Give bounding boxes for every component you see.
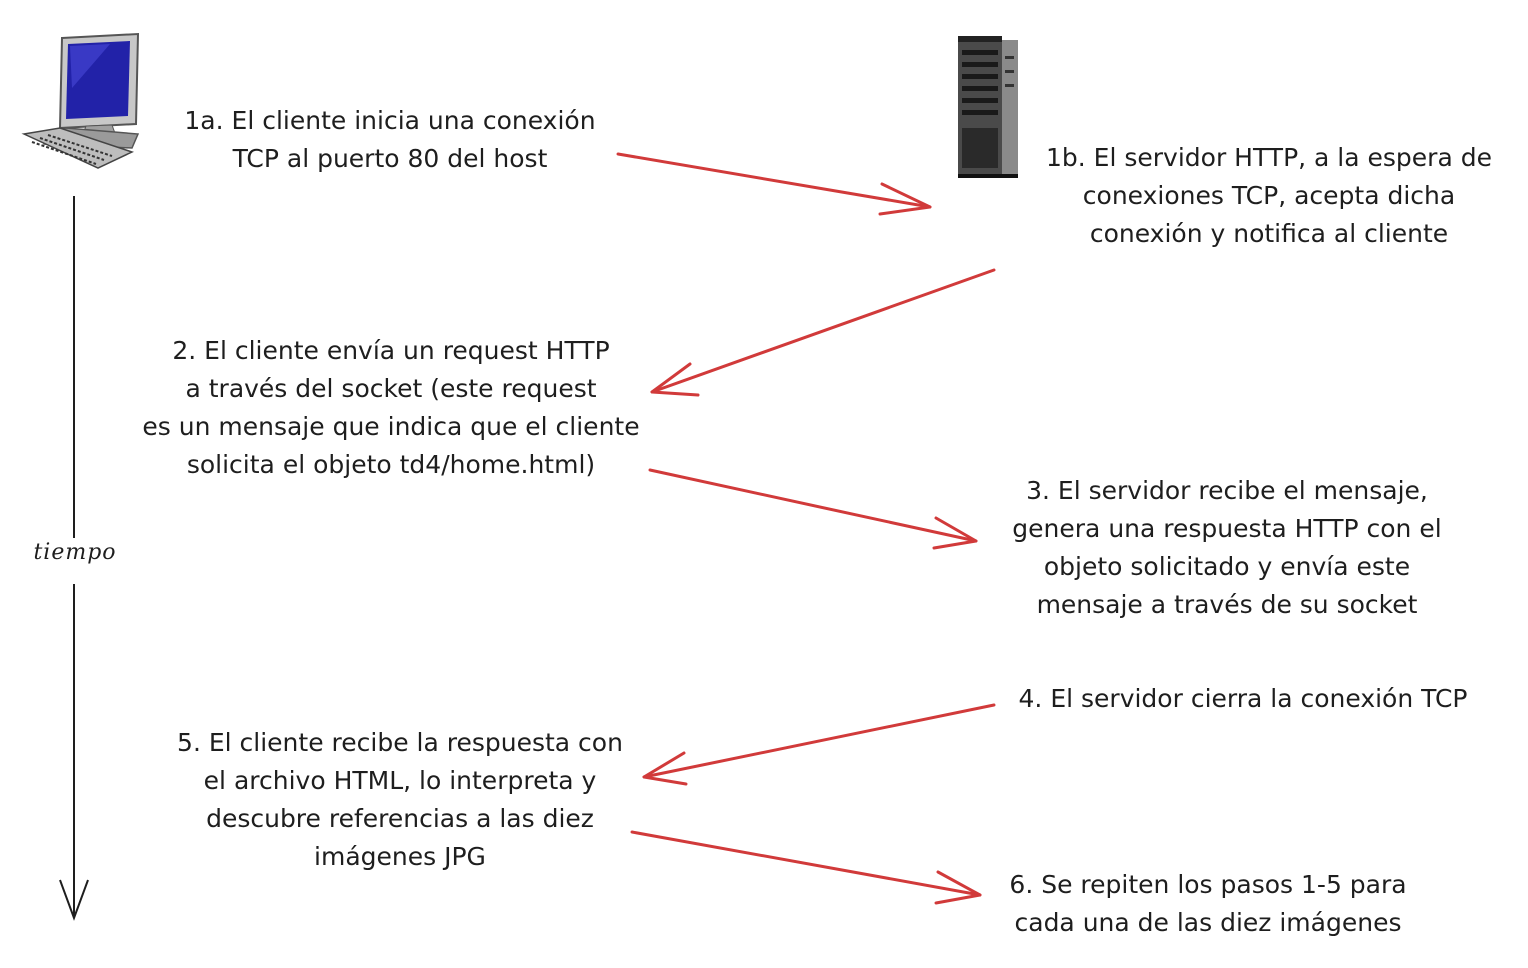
step-3-text: 3. El servidor recibe el mensaje, genera una respuesta HTTP con el objeto solicitado y envía este mensaje a través de su socket xyxy=(1012,476,1442,619)
step-6-text: 6. Se repiten los pasos 1-5 para cada una de las diez imágenes xyxy=(1009,870,1407,937)
arrow-step-1b-to-2 xyxy=(652,270,994,395)
server-tower-icon xyxy=(958,36,1018,178)
arrow-step-5-to-6 xyxy=(632,832,980,903)
step-2-text: 2. El cliente envía un request HTTP a través del socket (este request es un mensaje que indica que el cliente solicita el objeto td4/home.html) xyxy=(142,336,640,479)
arrow-step-4-to-5 xyxy=(644,705,994,784)
step-4-text: 4. El servidor cierra la conexión TCP xyxy=(1018,684,1468,713)
timeline-label: tiempo xyxy=(28,540,122,565)
arrow-step-1a-to-1b xyxy=(618,154,930,214)
step-5-text: 5. El cliente recibe la respuesta con el archivo HTML, lo interpreta y descubre referencias a las diez imágenes JPG xyxy=(177,728,623,871)
step-1a-text: 1a. El cliente inicia una conexión TCP al puerto 80 del host xyxy=(184,106,596,173)
arrow-step-2-to-3 xyxy=(650,470,976,548)
step-1b-text: 1b. El servidor HTTP, a la espera de conexiones TCP, acepta dicha conexión y notifica al cliente xyxy=(1046,143,1492,248)
desktop-computer-icon xyxy=(24,34,138,168)
